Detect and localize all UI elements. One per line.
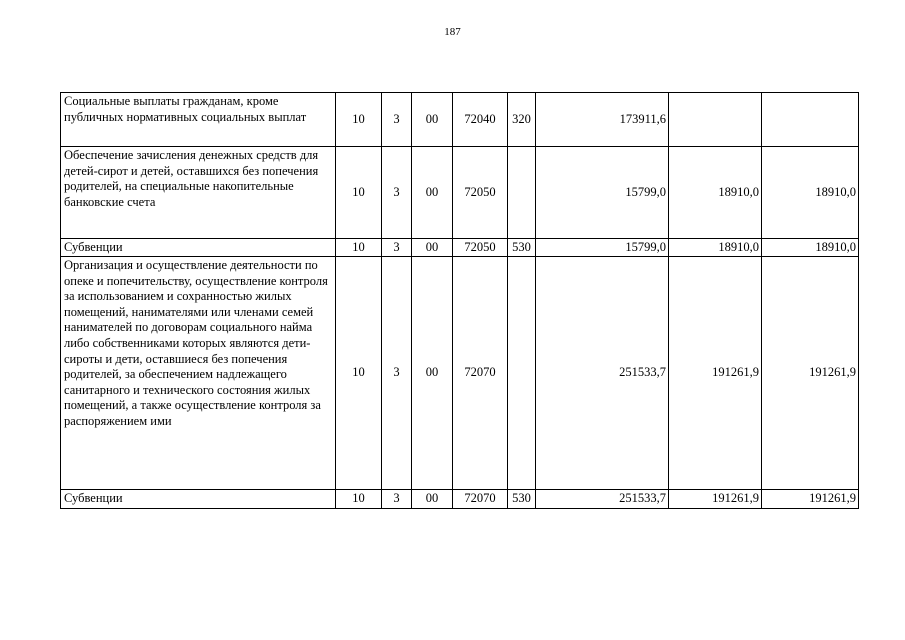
table-row [61, 257, 859, 490]
amount-year-3: 18910,0 [762, 147, 859, 239]
budget-table [60, 92, 859, 509]
section-code: 10 [336, 93, 382, 147]
row-name: Субвенции [61, 239, 336, 257]
row-name: Обеспечение зачисления денежных средств для детей-сирот и детей, оставшихся без попечения родителей, на специальные накопительные банковские счета [61, 147, 336, 239]
expense-type-code [508, 257, 536, 490]
subsection-code: 3 [382, 239, 412, 257]
amount-year-2 [669, 93, 762, 147]
amount-year-1: 251533,7 [536, 490, 669, 509]
subsection-code: 3 [382, 147, 412, 239]
expense-type-code: 530 [508, 490, 536, 509]
amount-year-2: 18910,0 [669, 239, 762, 257]
program-code: 00 [412, 257, 453, 490]
amount-year-1: 15799,0 [536, 239, 669, 257]
section-code: 10 [336, 490, 382, 509]
subsection-code: 3 [382, 490, 412, 509]
expense-type-code: 320 [508, 93, 536, 147]
row-name: Организация и осуществление деятельности по опеке и попечительству, осуществление контроля за использованием и сохранностью жилых помещений, нанимателями или членами семей нанимателей по договорам социального найма либо собственниками которых являются дети-сироты и дети, оставшиеся без попечения родителей, за обеспечением надлежащего санитарного и технического состояния жилых помещений, а также осуществление контроля за распоряжением ими [61, 257, 336, 490]
table-row [61, 239, 859, 257]
expense-type-code: 530 [508, 239, 536, 257]
amount-year-3: 191261,9 [762, 257, 859, 490]
program-code: 00 [412, 93, 453, 147]
amount-year-1: 251533,7 [536, 257, 669, 490]
subsection-code: 3 [382, 93, 412, 147]
amount-year-2: 191261,9 [669, 257, 762, 490]
table-row [61, 147, 859, 239]
table-row [61, 93, 859, 147]
subsection-code: 3 [382, 257, 412, 490]
program-code: 00 [412, 147, 453, 239]
program-code: 00 [412, 239, 453, 257]
target-code: 72050 [453, 147, 508, 239]
table-row [61, 490, 859, 509]
amount-year-3: 18910,0 [762, 239, 859, 257]
amount-year-2: 18910,0 [669, 147, 762, 239]
amount-year-1: 173911,6 [536, 93, 669, 147]
target-code: 72040 [453, 93, 508, 147]
section-code: 10 [336, 147, 382, 239]
amount-year-2: 191261,9 [669, 490, 762, 509]
amount-year-1: 15799,0 [536, 147, 669, 239]
amount-year-3: 191261,9 [762, 490, 859, 509]
row-name: Субвенции [61, 490, 336, 509]
expense-type-code [508, 147, 536, 239]
amount-year-3 [762, 93, 859, 147]
target-code: 72070 [453, 257, 508, 490]
section-code: 10 [336, 239, 382, 257]
row-name: Социальные выплаты гражданам, кроме публичных нормативных социальных выплат [61, 93, 336, 147]
page-number: 187 [444, 26, 461, 38]
program-code: 00 [412, 490, 453, 509]
section-code: 10 [336, 257, 382, 490]
target-code: 72050 [453, 239, 508, 257]
target-code: 72070 [453, 490, 508, 509]
